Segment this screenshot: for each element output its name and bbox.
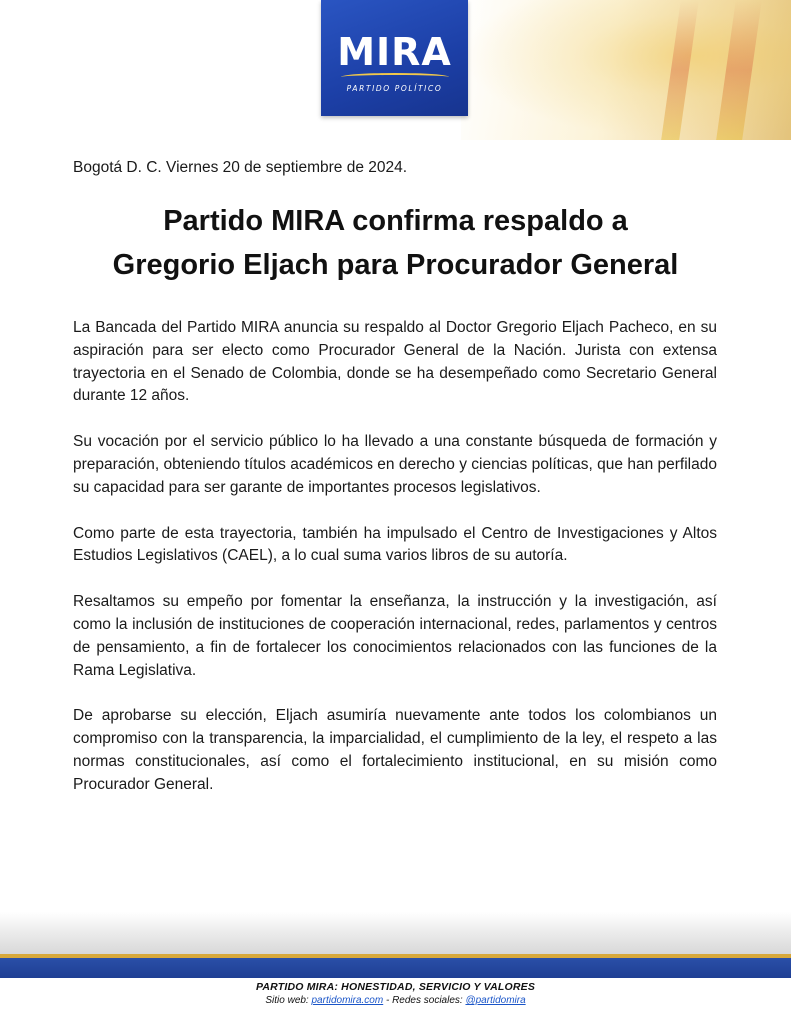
page-title <box>40 199 751 287</box>
title-line-2: Gregorio Eljach para Procurador General <box>112 249 679 281</box>
footer-motto: PARTIDO MIRA: HONESTIDAD, SERVICIO Y VALORES <box>255 981 536 993</box>
social-label: - Redes sociales: <box>383 995 466 1006</box>
paragraph-3: Como parte de esta trayectoria, también ha impulsado el Centro de Investigaciones y Altos Estudios Legislativos (CAEL), a lo cual suma varios libros de su autoría. <box>73 524 717 565</box>
paragraph-1: La Bancada del Partido MIRA anuncia su respaldo al Doctor Gregorio Eljach Pacheco, en su aspiración para ser electo como Procurador General de la Nación. Jurista con extensa trayectoria en el Senado de Colombia, donde se ha desempeñado como Secretario General durante 12 años. <box>73 319 717 405</box>
logo-subtitle: PARTIDO POLÍTICO <box>346 84 443 93</box>
footer-blue-bar <box>0 958 791 978</box>
mira-logo <box>321 0 468 116</box>
footer-links <box>0 995 791 1006</box>
logo-text: MIRA <box>337 30 452 74</box>
footer-fade <box>0 912 791 956</box>
logo-swoosh-icon <box>341 73 449 81</box>
paragraph-2: Su vocación por el servicio público lo ha llevado a una constante búsqueda de formación y preparación, obteniendo títulos académicos en derecho y ciencias políticas, que han perfilado su capacidad para ser garante de importantes procesos legislativos. <box>73 433 717 496</box>
social-media-link[interactable]: @partidomira <box>465 995 526 1006</box>
article-body <box>73 317 717 820</box>
title-line-1: Partido MIRA confirma respaldo a <box>163 205 628 237</box>
website-link[interactable]: partidomira.com <box>311 995 384 1006</box>
site-label: Sitio web: <box>265 995 312 1006</box>
date-line: Bogotá D. C. Viernes 20 de septiembre de 2024. <box>73 159 408 176</box>
header-decoration <box>461 0 791 140</box>
paragraph-4: Resaltamos su empeño por fomentar la enseñanza, la instrucción y la investigación, así como la inclusión de instituciones de cooperación internacional, redes, parlamentos y centros de pensamiento, a fin de fortalecer los conocimientos relacionados con las funciones de la Rama Legislativa. <box>73 593 717 679</box>
paragraph-5: De aprobarse su elección, Eljach asumiría nuevamente ante todos los colombianos un compromiso con la transparencia, la imparcialidad, el cumplimiento de la ley, el respeto a las normas constitucionales, así como el fortalecimiento institucional, en su misión como Procurador General. <box>73 707 717 793</box>
